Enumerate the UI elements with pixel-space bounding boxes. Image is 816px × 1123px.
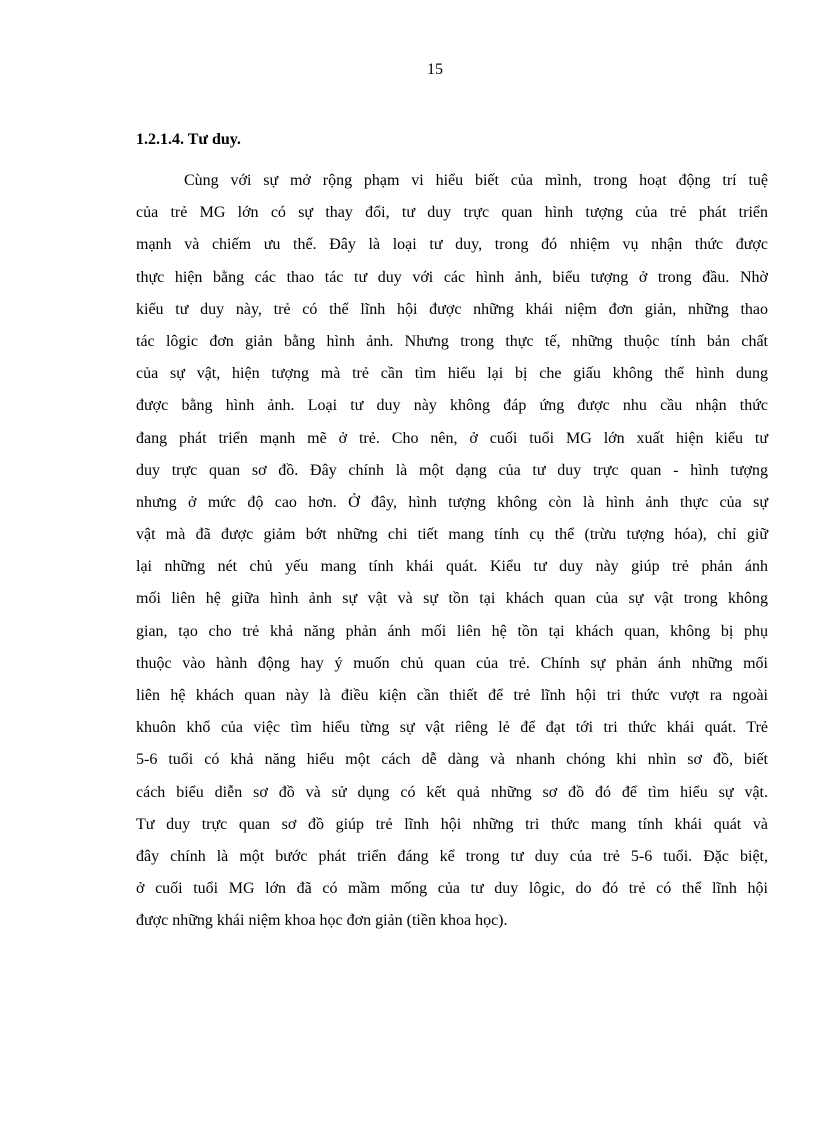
paragraph-line: vật mà đã được giảm bớt những chi tiết mang tính cụ thể (trừu tượng hóa), chỉ giữ bbox=[136, 526, 768, 544]
paragraph-line: được những khái niệm khoa học đơn giản (tiền khoa học). bbox=[136, 912, 508, 930]
paragraph-line: thực hiện bằng các thao tác tư duy với các hình ảnh, biểu tượng ở trong đầu. Nhờ bbox=[136, 268, 768, 286]
paragraph-line: được bằng hình ảnh. Loại tư duy này không đáp ứng được nhu cầu nhận thức bbox=[136, 397, 768, 415]
paragraph-line: mối liên hệ giữa hình ảnh sự vật và sự tồn tại khách quan của sự vật trong không bbox=[136, 590, 768, 608]
paragraph-line: 5-6 tuổi có khả năng hiểu một cách dễ dàng và nhanh chóng khi nhìn sơ đồ, biết bbox=[136, 751, 768, 769]
paragraph-line: ở cuối tuổi MG lớn đã có mầm mống của tư duy lôgic, do đó trẻ có thể lĩnh hội bbox=[136, 880, 768, 898]
paragraph-line: Cùng với sự mở rộng phạm vi hiểu biết của mình, trong hoạt động trí tuệ bbox=[184, 172, 768, 189]
paragraph-line: kiểu tư duy này, trẻ có thể lĩnh hội được những khái niệm đơn giản, những thao bbox=[136, 300, 768, 318]
paragraph-line: mạnh và chiếm ưu thế. Đây là loại tư duy, trong đó nhiệm vụ nhận thức được bbox=[136, 236, 768, 254]
paragraph-line: Tư duy trực quan sơ đồ giúp trẻ lĩnh hội những tri thức mang tính khái quát và bbox=[136, 815, 768, 833]
paragraph-line: đây chính là một bước phát triển đáng kể trong tư duy của trẻ 5-6 tuổi. Đặc biệt, bbox=[136, 847, 768, 865]
paragraph bbox=[136, 171, 768, 944]
paragraph-line: liên hệ khách quan này là điều kiện cần thiết để trẻ lĩnh hội tri thức vượt ra ngoài bbox=[136, 687, 768, 704]
paragraph-line: của sự vật, hiện tượng mà trẻ cần tìm hiểu lại bị che giấu không thể hình dung bbox=[136, 365, 768, 383]
paragraph-line: tác lôgic đơn giản bằng hình ảnh. Nhưng trong thực tế, những thuộc tính bản chất bbox=[136, 332, 768, 350]
paragraph-line: đang phát triển mạnh mẽ ở trẻ. Cho nên, ở cuối tuổi MG lớn xuất hiện kiểu tư bbox=[136, 429, 768, 447]
paragraph-line: của trẻ MG lớn có sự thay đổi, tư duy trực quan hình tượng của trẻ phát triển bbox=[136, 204, 768, 222]
paragraph-line: khuôn khổ của việc tìm hiểu từng sự vật riêng lẻ để đạt tới tri thức khái quát. Trẻ bbox=[136, 719, 768, 737]
section-heading: 1.2.1.4. Tư duy. bbox=[136, 131, 241, 148]
paragraph-line: lại những nét chủ yếu mang tính khái quát. Kiểu tư duy này giúp trẻ phản ánh bbox=[136, 558, 768, 576]
paragraph-line: nhưng ở mức độ cao hơn. Ở đây, hình tượng không còn là hình ảnh thực của sự bbox=[136, 493, 768, 511]
paragraph-line: duy trực quan sơ đồ. Đây chính là một dạng của tư duy trực quan - hình tượng bbox=[136, 461, 768, 479]
paragraph-line: cách biểu diễn sơ đồ và sử dụng có kết quả những sơ đồ đó để tìm hiểu sự vật. bbox=[136, 783, 768, 801]
page-number: 15 bbox=[427, 61, 443, 78]
paragraph-line: gian, tạo cho trẻ khả năng phản ánh mối liên hệ tồn tại khách quan, không bị phụ bbox=[136, 622, 768, 640]
paragraph-line: thuộc vào hành động hay ý muốn chủ quan của trẻ. Chính sự phản ánh những mối bbox=[136, 654, 768, 672]
